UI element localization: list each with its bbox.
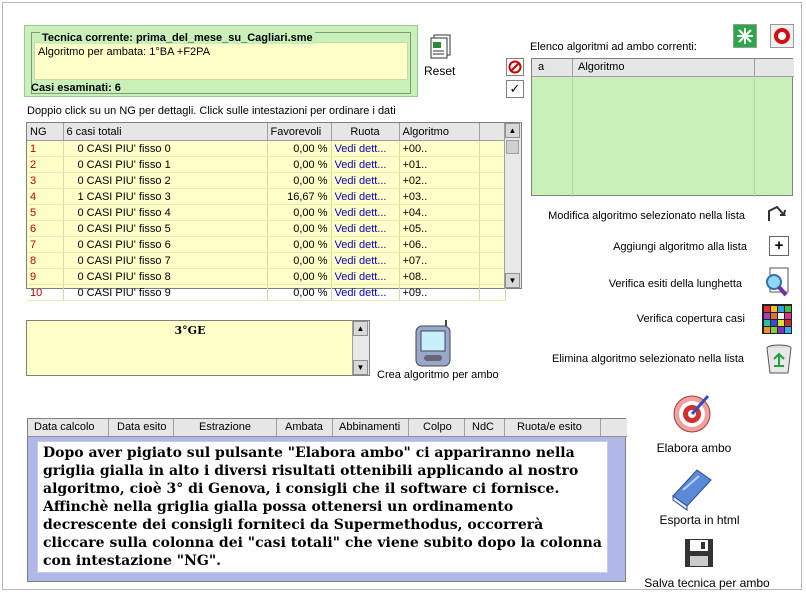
- algorithm-editor-text[interactable]: 3°GE: [174, 324, 206, 337]
- table-row[interactable]: [27, 173, 505, 189]
- cell-blank: [479, 141, 505, 157]
- cell-ruota-link[interactable]: Vedi dett...: [331, 141, 399, 157]
- explanation-note: [37, 441, 608, 573]
- explanation-text: Dopo aver pigiato sul pulsante "Elabora ambo" ci appariranno nella griglia gialla in alto i diversi risultati ottenibili applicando al nostro algoritmo, cioè 3° di Genova, i consigli che il software ci fornisce. Affinchè nella griglia gialla possa ottenersi un ordinamento decrescente dei consigli forniteci da Supermethodus, occorrerà cliccare sulla colonna dei "casi totali" che viene subito dopo la colonna con intestazione "NG".: [43, 445, 602, 569]
- table-row[interactable]: [27, 221, 505, 237]
- cell-algoritmo: +06..: [399, 237, 479, 253]
- cell-algoritmo: +09..: [399, 285, 479, 301]
- cell-ng[interactable]: 4: [27, 189, 63, 205]
- cell-algoritmo: +08..: [399, 269, 479, 285]
- cell-casi: 0 CASI PIU' fisso 0: [63, 141, 267, 157]
- cell-favorevoli: 0,00 %: [267, 141, 331, 157]
- header-abbinamenti[interactable]: Abbinamenti: [339, 421, 401, 433]
- cell-favorevoli: 0,00 %: [267, 173, 331, 189]
- plus-icon: +: [774, 237, 784, 254]
- table-row[interactable]: [27, 189, 505, 205]
- cell-casi: 0 CASI PIU' fisso 9: [63, 285, 267, 301]
- refresh-button[interactable]: [733, 24, 757, 48]
- header-ambata[interactable]: Ambata: [285, 421, 323, 433]
- technique-title: Tecnica corrente: prima_del_mese_su_Cagliari.sme: [42, 32, 313, 44]
- technique-algorithm-box: [34, 42, 408, 80]
- cell-casi: 0 CASI PIU' fisso 8: [63, 269, 267, 285]
- reset-label[interactable]: Reset: [424, 64, 456, 78]
- header-colpo[interactable]: Colpo: [423, 421, 452, 433]
- color-grid-icon: [761, 303, 793, 335]
- save-technique-button[interactable]: [683, 537, 715, 569]
- table-row[interactable]: [27, 141, 505, 157]
- cell-blank: [479, 285, 505, 301]
- header-blank: [479, 123, 505, 141]
- stop-button[interactable]: [770, 24, 794, 48]
- scroll-down-icon[interactable]: ▼: [505, 273, 520, 288]
- cell-blank: [479, 237, 505, 253]
- header-data-calcolo[interactable]: Data calcolo: [34, 421, 95, 433]
- cell-favorevoli: 0,00 %: [267, 285, 331, 301]
- check-button[interactable]: [506, 80, 524, 98]
- cell-algoritmo: +07..: [399, 253, 479, 269]
- save-technique-label[interactable]: Salva tecnica per ambo: [644, 576, 770, 590]
- cell-blank: [479, 221, 505, 237]
- scroll-thumb[interactable]: [506, 140, 519, 154]
- header-ndc[interactable]: NdC: [472, 421, 495, 433]
- hint-text: Doppio click su un NG per dettagli. Click sulle intestazioni per ordinare i dati: [27, 105, 396, 117]
- algorithm-list-header: [532, 59, 794, 77]
- cell-favorevoli: 0,00 %: [267, 253, 331, 269]
- modify-algorithm-button[interactable]: [764, 203, 790, 229]
- verify-outcomes-label[interactable]: Verifica esiti della lunghetta: [608, 278, 742, 290]
- header-ruota-esito[interactable]: Ruota/e esito: [517, 421, 582, 433]
- cell-casi: 0 CASI PIU' fisso 6: [63, 237, 267, 253]
- cell-ng[interactable]: 8: [27, 253, 63, 269]
- header-algoritmo-list[interactable]: Algoritmo: [578, 61, 625, 73]
- cell-algoritmo: +05..: [399, 221, 479, 237]
- create-algorithm-label[interactable]: Crea algoritmo per ambo: [377, 369, 499, 381]
- cell-blank: [479, 189, 505, 205]
- cell-ng[interactable]: 3: [27, 173, 63, 189]
- technique-algorithm: Algoritmo per ambata: 1°BA +F2PA: [38, 46, 211, 58]
- undo-arrow-icon: [764, 203, 790, 229]
- elabora-ambo-button[interactable]: [672, 392, 712, 438]
- technique-panel: [24, 25, 418, 97]
- grid-header: [27, 123, 505, 141]
- scroll-up-icon[interactable]: ▲: [505, 123, 520, 138]
- cell-blank: [479, 253, 505, 269]
- cell-ng[interactable]: 5: [27, 205, 63, 221]
- cell-ruota-link[interactable]: Vedi dett...: [331, 285, 399, 301]
- scroll-up-icon[interactable]: ▲: [353, 321, 368, 336]
- outcome-panel[interactable]: [27, 418, 626, 582]
- editor-scrollbar[interactable]: [352, 321, 369, 375]
- magnifier-icon: [762, 266, 794, 298]
- cell-ng[interactable]: 2: [27, 157, 63, 173]
- stop-icon: [771, 25, 793, 47]
- cell-algoritmo: +00..: [399, 141, 479, 157]
- cell-casi: 0 CASI PIU' fisso 2: [63, 173, 267, 189]
- cell-ruota-link[interactable]: Vedi dett...: [331, 157, 399, 173]
- cell-algoritmo: +03..: [399, 189, 479, 205]
- no-entry-icon: [508, 60, 522, 74]
- grid-vertical-scrollbar[interactable]: [504, 123, 521, 288]
- sparkle-icon: [734, 25, 756, 47]
- table-row[interactable]: [27, 269, 505, 285]
- cell-favorevoli: 16,67 %: [267, 189, 331, 205]
- add-algorithm-label[interactable]: Aggiungi algoritmo alla lista: [613, 241, 747, 253]
- cell-casi: 0 CASI PIU' fisso 4: [63, 205, 267, 221]
- cell-ng[interactable]: 6: [27, 221, 63, 237]
- export-html-label[interactable]: Esporta in html: [659, 513, 740, 527]
- verify-outcomes-button[interactable]: [762, 266, 794, 298]
- scroll-down-icon[interactable]: ▼: [353, 360, 368, 375]
- cell-ng[interactable]: 1: [27, 141, 63, 157]
- table-row[interactable]: [27, 285, 505, 301]
- algorithm-editor[interactable]: [26, 320, 370, 376]
- modify-algorithm-label[interactable]: Modifica algoritmo selezionato nella lista: [548, 210, 745, 222]
- cell-blank: [479, 157, 505, 173]
- cell-blank: [479, 173, 505, 189]
- outcome-header: [28, 419, 627, 437]
- cell-favorevoli: 0,00 %: [267, 205, 331, 221]
- cell-algoritmo: +01..: [399, 157, 479, 173]
- cell-ng[interactable]: 10: [27, 285, 63, 301]
- algorithm-list-title: Elenco algoritmi ad ambo correnti:: [530, 41, 697, 53]
- cell-favorevoli: 0,00 %: [267, 157, 331, 173]
- table-row[interactable]: [27, 157, 505, 173]
- header-casi-totali[interactable]: 6 casi totali: [63, 123, 267, 141]
- cell-ruota-link[interactable]: Vedi dett...: [331, 253, 399, 269]
- cases-examined: Casi esaminati: 6: [31, 82, 121, 94]
- add-algorithm-button[interactable]: [769, 236, 789, 256]
- floppy-disk-icon: [683, 537, 715, 569]
- cell-algoritmo: +02..: [399, 173, 479, 189]
- export-html-button[interactable]: [669, 466, 715, 512]
- checkmark-icon: ✓: [509, 81, 521, 96]
- table-row[interactable]: [27, 253, 505, 269]
- verify-coverage-button[interactable]: [761, 303, 793, 335]
- results-grid[interactable]: [26, 122, 522, 299]
- verify-coverage-label[interactable]: Verifica copertura casi: [636, 313, 745, 325]
- elabora-ambo-label[interactable]: Elabora ambo: [656, 441, 732, 455]
- header-ng[interactable]: NG: [27, 123, 63, 141]
- delete-algorithm-button[interactable]: [763, 342, 795, 376]
- header-favorevoli[interactable]: Favorevoli: [267, 123, 331, 141]
- algorithm-list[interactable]: [531, 58, 793, 196]
- delete-algorithm-label[interactable]: Elimina algoritmo selezionato nella lista: [552, 353, 744, 365]
- reset-button[interactable]: [428, 33, 454, 63]
- cell-ruota-link[interactable]: Vedi dett...: [331, 269, 399, 285]
- table-row[interactable]: [27, 205, 505, 221]
- cell-ng[interactable]: 9: [27, 269, 63, 285]
- cell-ruota-link[interactable]: Vedi dett...: [331, 237, 399, 253]
- documents-icon: [428, 33, 454, 63]
- cell-casi: 0 CASI PIU' fisso 5: [63, 221, 267, 237]
- cell-blank: [479, 269, 505, 285]
- cell-blank: [479, 205, 505, 221]
- header-ruota[interactable]: Ruota: [331, 123, 399, 141]
- cell-favorevoli: 0,00 %: [267, 221, 331, 237]
- create-algorithm-button[interactable]: [412, 318, 456, 368]
- cell-casi: 1 CASI PIU' fisso 3: [63, 189, 267, 205]
- target-icon: [672, 392, 712, 438]
- cell-ruota-link[interactable]: Vedi dett...: [331, 221, 399, 237]
- header-algoritmo[interactable]: Algoritmo: [399, 123, 479, 141]
- table-row[interactable]: [27, 237, 505, 253]
- header-estrazione[interactable]: Estrazione: [199, 421, 251, 433]
- cell-ruota-link[interactable]: Vedi dett...: [331, 173, 399, 189]
- cell-favorevoli: 0,00 %: [267, 237, 331, 253]
- header-data-esito[interactable]: Data esito: [117, 421, 167, 433]
- cell-ruota-link[interactable]: Vedi dett...: [331, 189, 399, 205]
- cell-casi: 0 CASI PIU' fisso 1: [63, 157, 267, 173]
- header-a[interactable]: a: [538, 61, 545, 73]
- pda-device-icon: [412, 318, 456, 368]
- cell-ruota-link[interactable]: Vedi dett...: [331, 205, 399, 221]
- cell-casi: 0 CASI PIU' fisso 7: [63, 253, 267, 269]
- cell-favorevoli: 0,00 %: [267, 269, 331, 285]
- cell-ng[interactable]: 7: [27, 237, 63, 253]
- recycle-bin-icon: [763, 342, 795, 376]
- book-export-icon: [669, 466, 715, 512]
- clear-list-button[interactable]: [506, 58, 524, 76]
- cell-algoritmo: +04..: [399, 205, 479, 221]
